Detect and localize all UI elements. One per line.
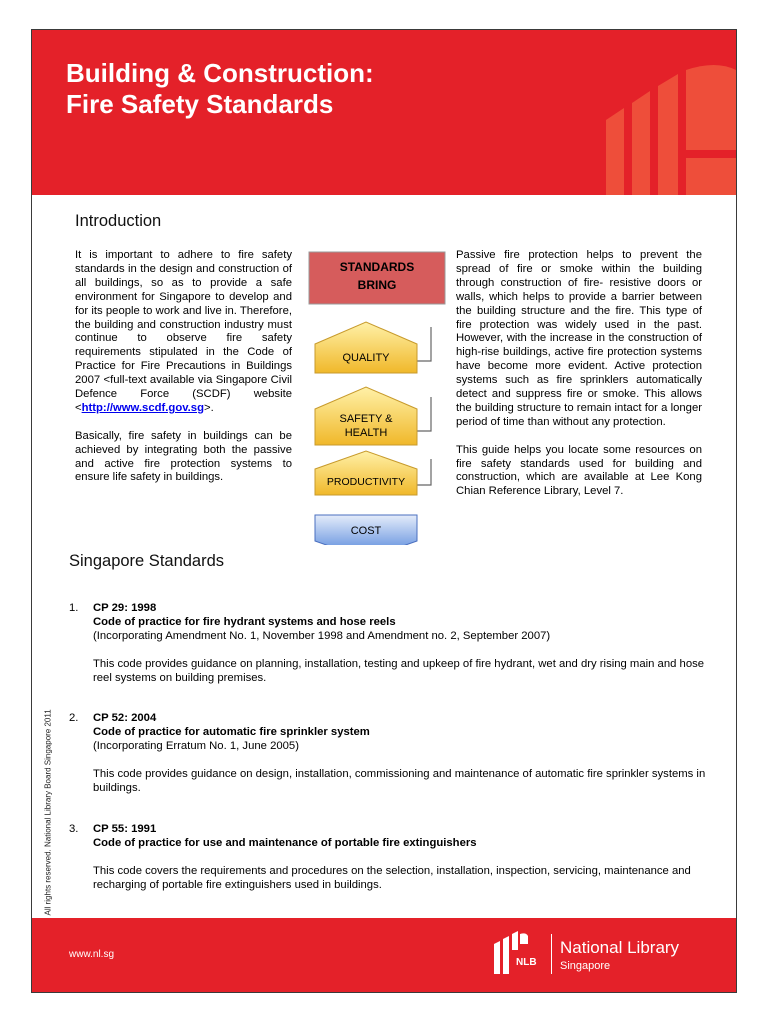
standard-item-3 xyxy=(69,823,709,893)
intro-right-column xyxy=(456,249,702,513)
standard-code: CP 52: 2004 xyxy=(93,712,157,724)
standards-graphic xyxy=(305,249,447,545)
standard-title: Code of practice for fire hydrant systems and hose reels xyxy=(93,615,396,628)
item-number: 2. xyxy=(69,712,79,724)
copyright-note: All rights reserved. National Library Board Singapore 2011 xyxy=(43,709,53,916)
standard-item-1 xyxy=(69,602,709,712)
intro-paragraph-3: Passive fire protection helps to prevent the spread of fire or smoke within the building through construction of fire- resistive doors or walls, which helps to provide a barrier between the building structure and the fire. This type of fire protection was widely used in the past. However, with the increase in the construction of high-rise buildings, active fire protection systems have become more evident. Active protection systems such as fire sprinklers automatically detect and suppress fire or smoke. This allows the building structure to remain intact for a longer period of time than without any protection. xyxy=(456,249,702,428)
box-line-1: STANDARDS xyxy=(339,260,415,274)
nlb-abbreviation: NLB xyxy=(516,957,537,968)
box-line-2: BRING xyxy=(357,278,397,292)
standard-note: (Incorporating Amendment No. 1, November 1998 and Amendment no. 2, September 2007) xyxy=(93,629,551,642)
nlb-logo-icon xyxy=(492,930,548,976)
header-banner xyxy=(32,30,736,195)
item-number: 3. xyxy=(69,823,79,835)
intro-paragraph-1 xyxy=(75,249,292,416)
footer-url[interactable]: www.nl.sg xyxy=(69,949,115,960)
health-label: HEALTH xyxy=(344,427,388,439)
intro-paragraph-4: This guide helps you locate some resources on fire safety standards used for building and construction, which are available at Lee Kong Chian Reference Library, Level 7. xyxy=(456,443,702,498)
quality-label: QUALITY xyxy=(342,352,390,364)
title-line-1: Building & Construction: xyxy=(66,58,374,88)
intro-text-1-end: >. xyxy=(204,401,214,414)
logo-divider xyxy=(551,934,552,974)
scdf-link[interactable]: http://www.scdf.gov.sg xyxy=(81,401,204,414)
page-frame xyxy=(31,29,737,993)
cost-label: COST xyxy=(350,525,382,537)
standard-item-2 xyxy=(69,712,709,823)
safety-label: SAFETY & xyxy=(339,413,393,425)
productivity-arrow xyxy=(315,451,417,495)
footer-banner xyxy=(32,918,736,993)
nlb-decorative-graphic xyxy=(566,30,736,195)
intro-heading: Introduction xyxy=(75,212,162,230)
nlb-logo xyxy=(492,930,702,980)
intro-left-column xyxy=(75,249,292,499)
productivity-label: PRODUCTIVITY xyxy=(326,476,406,488)
standard-code: CP 29: 1998 xyxy=(93,602,157,614)
standard-title: Code of practice for automatic fire sprinkler system xyxy=(93,725,370,738)
item-number: 1. xyxy=(69,602,79,614)
logo-name: National Library xyxy=(560,938,680,957)
standard-code: CP 55: 1991 xyxy=(93,823,157,835)
title-line-2: Fire Safety Standards xyxy=(66,89,334,119)
standards-heading: Singapore Standards xyxy=(69,552,225,570)
intro-paragraph-2: Basically, fire safety in buildings can be achieved by integrating both the passive and active fire protection systems to ensure life safety in buildings. xyxy=(75,429,292,484)
page-title xyxy=(66,58,374,120)
quality-arrow xyxy=(315,322,417,373)
standards-list xyxy=(69,602,709,893)
standard-description: This code provides guidance on design, installation, commissioning and maintenance of automatic fire sprinkler systems in buildings. xyxy=(93,767,706,794)
intro-text-1: It is important to adhere to fire safety standards in the design and construction of all buildings, so as to provide a safe environment for Singapore to develop and for its people to work and live in. Therefore, the building and construction industry must continue to observe fire safety requirements stipulated in the Code of Practice for Fire Precautions in Buildings 2007 <full-text available via Singapore Civil Defence Force (SCDF) website < xyxy=(75,249,292,414)
standard-title: Code of practice for use and maintenance of portable fire extinguishers xyxy=(93,836,477,849)
standard-description: This code covers the requirements and procedures on the selection, installation, inspection, servicing, maintenance and recharging of portable fire extinguishers used in buildings. xyxy=(93,864,691,891)
standard-note: (Incorporating Erratum No. 1, June 2005) xyxy=(93,739,299,752)
logo-subname: Singapore xyxy=(560,960,611,972)
standard-description: This code provides guidance on planning, installation, testing and upkeep of fire hydrant, wet and dry rising main and hose reel systems on building premises. xyxy=(93,657,705,684)
